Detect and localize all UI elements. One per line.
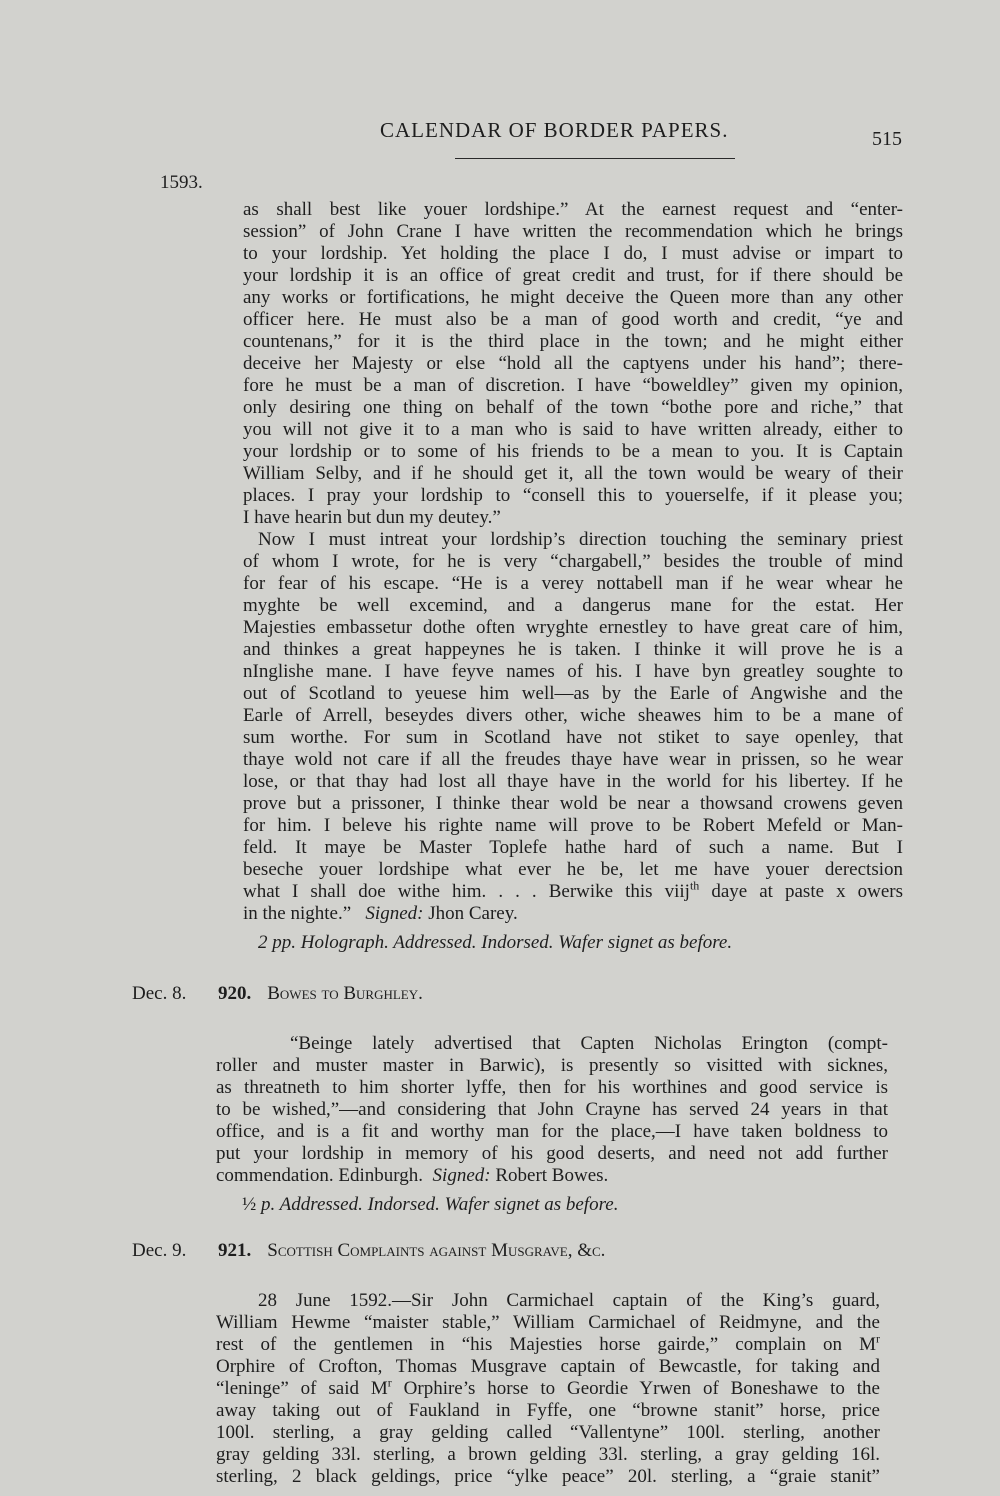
signatory: Robert Bowes. [495,1165,609,1186]
superscript: th [689,878,700,893]
text-line: deceive her Majesty or else “hold all the captyens under his hand”; there- [243,353,903,374]
superscript: r [876,1331,880,1346]
signed-label: Signed: [432,1165,491,1186]
text-span: “leninge” of said M [216,1378,388,1399]
text-line: out of Scotland to yeuese him well—as by the Earle of Angwishe and the [243,683,903,704]
entry-number: 920. [218,983,252,1004]
text-line: I have hearin but dun my deutey.” [243,507,501,528]
entry-heading [218,1240,605,1262]
text-line: beseche youer lordshipe what ever he be, let me have youer derectsion [243,859,903,880]
text-span: what I shall doe withe him. . . . Berwike this viij [243,881,690,902]
text-line: to be wished,”—and considering that John Crayne has served 24 years in that [216,1099,888,1120]
text-span: daye at paste x owers [699,881,903,902]
text-line: thaye wold not care if all the freudes thaye have wear in prissen, so he wear [243,749,903,770]
page-number: 515 [872,128,902,150]
entry-date: Dec. 9. [132,1240,187,1261]
text-line [216,1165,888,1187]
text-line: William Hewme “maister stable,” William Carmichael of Reidmyne, and the [216,1312,880,1333]
note-text: p. Addressed. Indorsed. Wafer signet as before. [261,1194,619,1215]
text-line [243,878,903,903]
text-line: prove but a prissoner, I thinke thear wold be near a thowsand crowens geven [243,793,903,814]
text-line: feld. It maye be Master Toplefe hathe hard of such a name. But I [243,837,903,858]
text-line: of whom I wrote, for he is very “chargabell,” besides the trouble of mind [243,551,903,572]
text-line: as threatneth to him shorter lyffe, then for his worthines and good service is [216,1077,888,1098]
signed-label: Signed: [365,903,424,924]
text-line: nInglishe mane. I have feyve names of his. I have byn greatley soughte to [243,661,903,682]
text-line: Majesties embassetur dothe often wryghte ernestley to have great care of him, [243,617,903,638]
text-line [243,903,903,925]
fraction: ½ [242,1194,257,1215]
text-line: William Selby, and if he should get it, all the town would be weary of their [243,463,903,484]
text-span: commendation. Edinburgh. [216,1165,424,1186]
text-line [216,1375,880,1400]
text-line: only desiring one thing on behalf of the town “bothe pore and riche,” that [243,397,903,418]
text-line: sum worthe. For sum in Scotland have not stiket to saye openley, that [243,727,903,748]
text-line: for him. I beleve his righte name will prove to be Robert Mefeld or Man- [243,815,903,836]
text-line: fore he must be a man of discretion. I have “boweldley” given my opinion, [243,375,903,396]
text-line: and thinkes a great happeynes he is taken. I thinke it will prove he is a [243,639,903,660]
text-line: office, and is a fit and worthy man for the place,—I have taken boldness to [216,1121,888,1142]
text-line [216,1331,880,1356]
document-note: 2 pp. Holograph. Addressed. Indorsed. Wafer signet as before. [258,932,733,953]
margin-year: 1593. [160,172,203,193]
text-line: Earle of Arrell, beseydes divers other, wiche sheawes him to be a mane of [243,705,903,726]
text-line: you will not give it to a man who is said to have written already, either to [243,419,903,440]
text-line: session” of John Crane I have written the recommendation which he brings [243,221,903,242]
text-line: 28 June 1592.—Sir John Carmichael captain of the King’s guard, [258,1290,880,1311]
header-rule [455,158,735,159]
text-line: your lordship it is an office of great credit and trust, for if there should be [243,265,903,286]
text-span: in the nighte.” [243,903,352,924]
text-line: roller and muster master in Barwic), is presently so visitted with sicknes, [216,1055,888,1076]
entry-title: Scottish Complaints against Musgrave, &c. [267,1240,606,1261]
text-line: as shall best like youer lordshipe.” At the earnest request and “enter- [243,199,903,220]
text-line: for fear of his escape. “He is a verey nottabell man if he wear whear he [243,573,903,594]
entry-title: Bowes to Burghley. [267,983,423,1004]
text-line: myghte be well excemind, and a dangerus mane for the estat. Her [243,595,903,616]
document-note [242,1194,618,1216]
text-line: places. I pray your lordship to “consell this to youerselfe, if it please you; [243,485,903,506]
text-line: put your lordship in memory of his good deserts, and need not add further [216,1143,888,1164]
text-line: “Beinge lately advertised that Capten Nicholas Erington (compt- [290,1033,888,1054]
text-line: Now I must intreat your lordship’s direction touching the seminary priest [258,529,903,550]
superscript: r [387,1375,392,1390]
signatory: Jhon Carey. [428,903,518,924]
running-title: CALENDAR OF BORDER PAPERS. [380,118,729,142]
text-span: rest of the gentlemen in “his Majesties horse gairde,” complain on M [216,1334,876,1355]
entry-heading [218,983,423,1005]
text-line: away taking out of Faukland in Fyffe, one “browne stanit” horse, price [216,1400,880,1421]
text-line: 100l. sterling, a gray gelding called “Vallentyne” 100l. sterling, another [216,1422,880,1443]
text-line: lose, or that thay had lost all thaye have in the world for his libertey. If he [243,771,903,792]
text-line: officer here. He must also be a man of good worth and credit, “ye and [243,309,903,330]
text-span: Orphire’s horse to Geordie Yrwen of Boneshawe to the [391,1378,880,1399]
text-line: Orphire of Crofton, Thomas Musgrave captain of Bewcastle, for taking and [216,1356,880,1377]
text-line: sterling, 2 black geldings, price “ylke peace” 20l. sterling, a “graie stanit” [216,1466,880,1487]
entry-number: 921. [218,1240,252,1261]
entry-date: Dec. 8. [132,983,187,1004]
text-line: gray gelding 33l. sterling, a brown gelding 33l. sterling, a gray gelding 16l. [216,1444,880,1465]
text-line: your lordship or to some of his friends to be a mean to you. It is Captain [243,441,903,462]
text-line: any works or fortifications, he might deceive the Queen more than any other [243,287,903,308]
text-line: to your lordship. Yet holding the place I do, I must advise or impart to [243,243,903,264]
text-line: countenans,” for it is the third place in the town; and he might either [243,331,903,352]
